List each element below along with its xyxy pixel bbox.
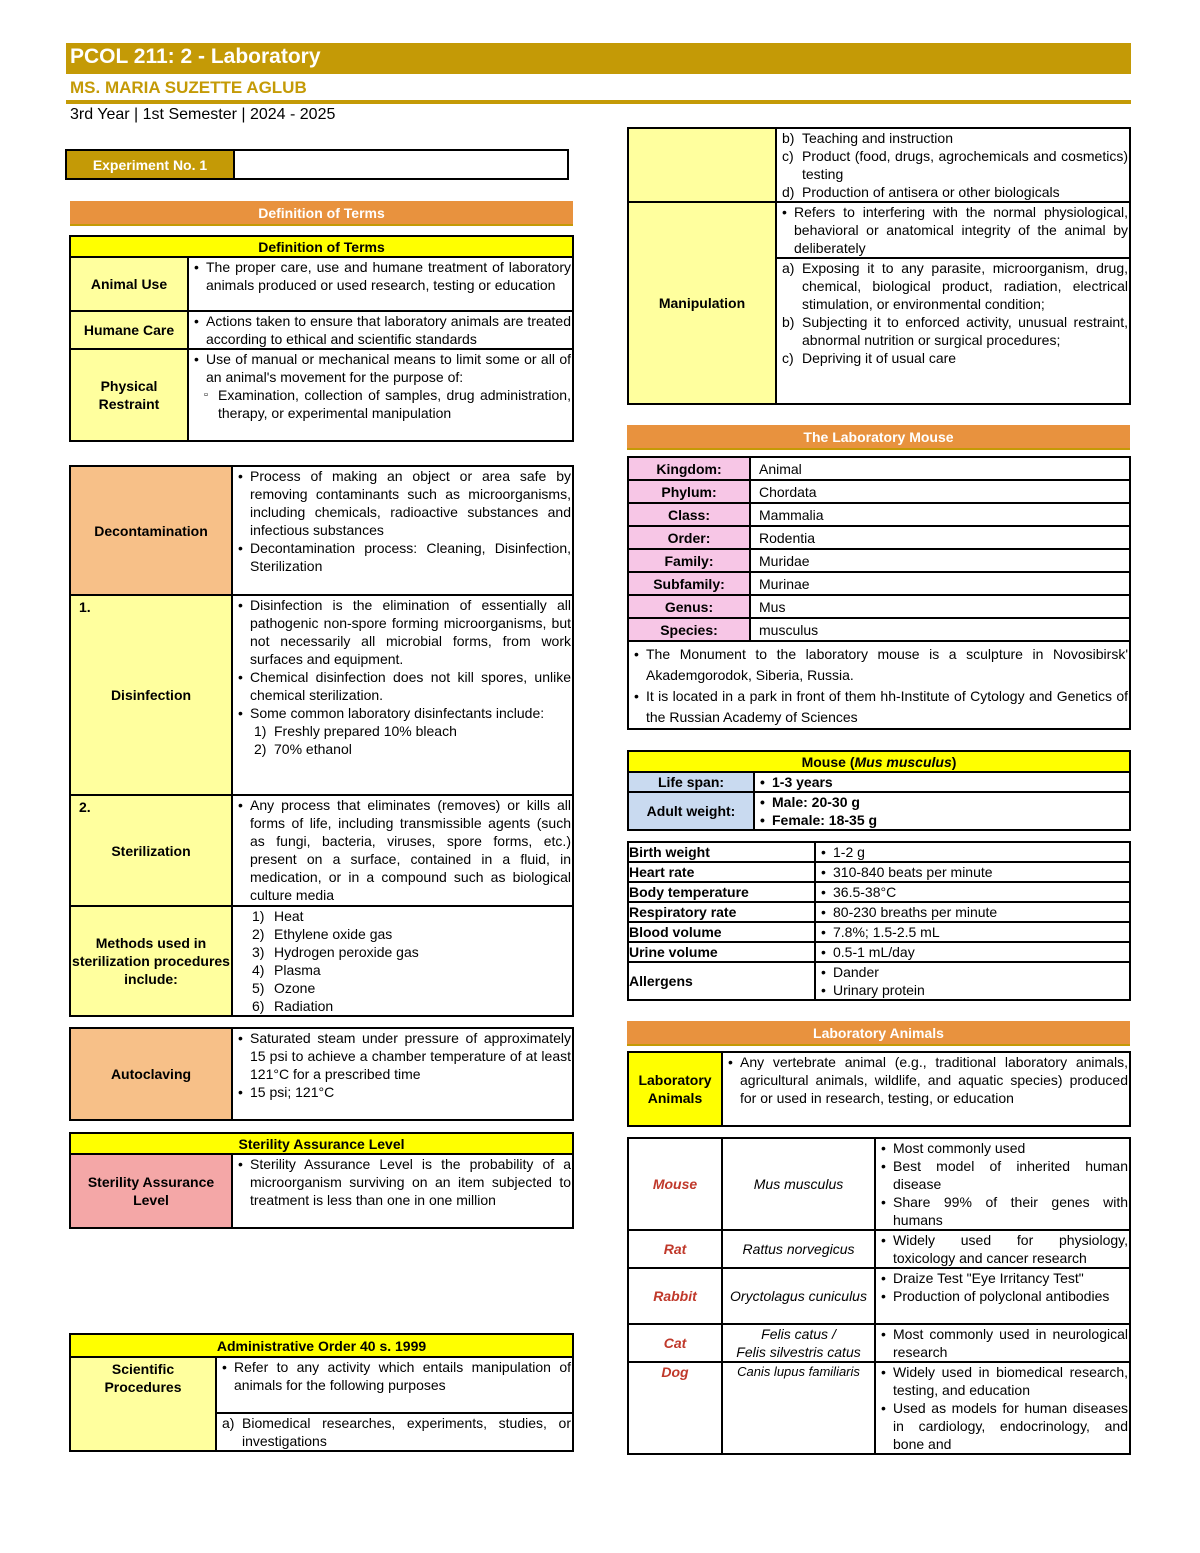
allergens-label: Allergens [628,962,815,1000]
section-laboratory-animals: Laboratory Animals [627,1021,1130,1046]
animal-cat: Cat [628,1324,722,1362]
def-physical-restraint: • Use of manual or mechanical means to limit some or all of an animal's movement for the purpose of: [190,350,571,386]
manip-b: Subjecting it to enforced activity, unusual restraint, abnormal nutrition or surgical procedures; [802,314,1128,348]
page-title: PCOL 211: 2 - Laboratory [66,43,1131,74]
sci-mouse: Mus musculus [722,1138,875,1230]
vital-value: • 80-230 breaths per minute [817,903,1128,921]
allergen-dander: • Dander [817,963,1128,981]
lab-animals-def-table [627,1051,1131,1127]
taxonomy-rank: Kingdom: [628,457,750,480]
ao-d: Production of antisera or other biologicals [802,184,1060,200]
dog-b2: • Used as models for human diseases in cardiology, endocrinology, and bone and [877,1399,1128,1451]
section-laboratory-mouse: The Laboratory Mouse [627,425,1130,450]
method-item: Plasma [274,962,321,978]
method-item: Heat [274,908,304,924]
vital-value: • 7.8%; 1.5-2.5 mL [817,923,1128,941]
taxonomy-rank: Family: [628,549,750,572]
mouse-b3: • Share 99% of their genes with humans [877,1193,1128,1229]
taxonomy-value: Rodentia [750,526,1130,549]
sci-cat-1: Felis catus / [761,1326,836,1342]
taxonomy-value: Mammalia [750,503,1130,526]
manip-b1: • Refers to interfering with the normal physiological, behavioral or anatomical integrity of the animal by deliberately [778,203,1128,257]
taxonomy-value: Chordata [750,480,1130,503]
adult-weight-label: Adult weight: [628,792,754,830]
disinf-b2: • Chemical disinfection does not kill spores, unlike chemical sterilization. [234,668,571,704]
vital-label: Body temperature [628,882,815,902]
instructor-name: MS. MARIA SUZETTE AGLUB [70,78,307,97]
vital-value: • 0.5-1 mL/day [817,943,1128,961]
method-item: Radiation [274,998,334,1014]
vitals-row [628,882,1130,902]
vitals-row [628,842,1130,862]
section-definitions: Definition of Terms [70,201,573,226]
sal-header: Sterility Assurance Level [70,1133,573,1154]
manip-a: Exposing it to any parasite, microorganism, drug, chemical, biological product, radiation, electrical stimulation, or environmental condition; [802,260,1128,312]
sci-dog: Canis lupus familiaris [722,1362,875,1454]
ao-continued-table: b) Teaching and instruction c) Product (food, drugs, agrochemicals and cosmetics) testing d) Production of antisera or other biologicals Manipulation • Refers to interfering with the normal physiological, behavioral or anatomical integrity of the animal by deliberately a) Exposing it to any parasite, microorganism, drug, chemical, biological product, radiation, electrical stimulation, or environmental condition; b) Subjecting it to enforced activity, unusual restraint, abnormal nutrition or surgical procedures; c) Depriving it of usual care [627,127,1131,405]
sterilization-number: 2. [79,799,91,815]
vital-label: Blood volume [628,922,815,942]
term-disinfection: Disinfection [110,687,192,703]
ao-c: Product (food, drugs, agrochemicals and cosmetics) testing [802,148,1128,182]
rat-b1: • Widely used for physiology, toxicology and cancer research [877,1231,1128,1267]
taxonomy-value: Animal [750,457,1130,480]
course-meta: 3rd Year | 1st Semester | 2024 - 2025 [70,106,336,123]
steril-b1: • Any process that eliminates (removes) or kills all forms of life, including transmissible agents (such as fungi, bacteria, viruses, spore forms, etc.) present on a surface, contained in a fluid, in medication, or in a compound such as biological culture media [234,796,571,904]
allergen-urinary: • Urinary protein [817,981,1128,999]
lab-animals-def: • Any vertebrate animal (e.g., traditional laboratory animals, agricultural animals, wildlife, and aquatic species) produced for or used in research, testing, or education [724,1053,1128,1107]
sal-table [69,1132,574,1229]
disinf-b3: • Some common laboratory disinfectants include: [234,704,571,722]
mouse-info-header: Mouse (Mus musculus) [628,751,1130,772]
experiment-value [235,151,567,178]
disinfection-number: 1. [79,599,91,615]
monument-b1: • The Monument to the laboratory mouse is a sculpture in Novosibirsk' Akademgorodok, Siberia, Russia. [630,644,1128,686]
taxonomy-row [628,480,1130,503]
experiment-label: Experiment No. 1 [67,151,235,178]
vital-label: Urine volume [628,942,815,962]
vital-label: Birth weight [628,842,815,862]
manip-c: Depriving it of usual care [802,350,957,366]
term-animal-use: Animal Use [70,257,188,311]
vitals-row [628,862,1130,882]
vitals-row [628,942,1130,962]
autoclave-b2: • 15 psi; 121°C [234,1083,571,1101]
dog-b1: • Widely used in biomedical research, testing, and education [877,1363,1128,1399]
decon-b2: • Decontamination process: Cleaning, Disinfection, Sterilization [234,539,571,575]
taxonomy-rank: Class: [628,503,750,526]
decontamination-table: Decontamination • Process of making an object or area safe by removing contaminants such as microorganisms, including chemicals, radioactive substances and infectious substances • Decontamination process: Cleaning, Disinfection, Sterilization 1. Disinfection • Disinfection is the elimination of essentially all pathogenic non-spore forming microorganisms, but not necessarily all microbial forms, from work surfaces and equipment. • Chemical disinfection does not kill spores, unlike chemical sterilization. • Some common laboratory disinfectants include: 1) Freshly prepared 10% bleach 2) 70% ethanol 2. Sterilization • Any process that eliminates (removes) or kills all forms of life, including transmissible agents (such as fungi, bacteria, viruses, spore forms, etc.) present on a surface, contained in a fluid, in medication, or in a compound such as biological culture media Methods used in sterilization procedures include: 1) Heat 2) Ethylene oxide gas 3) Hydrogen peroxide gas 4) Plasma 5) Ozone 6) Radiation [69,465,574,1017]
taxonomy-rank: Order: [628,526,750,549]
autoclave-b1: • Saturated steam under pressure of approximately 15 psi to achieve a chamber temperature of at least 121°C for a prescribed time [234,1029,571,1083]
term-laboratory-animals: Laboratory Animals [628,1052,722,1126]
term-sal: Sterility Assurance Level [70,1154,232,1228]
taxonomy-value: musculus [750,618,1130,641]
animal-rat: Rat [628,1230,722,1268]
vitals-table [627,841,1131,1001]
term-sterilization: Sterilization [111,842,191,859]
rabbit-b1: • Draize Test "Eye Irritancy Test" [877,1269,1128,1287]
taxonomy-value: Mus [750,595,1130,618]
vital-value: • 36.5-38°C [817,883,1128,901]
monument-b2: • It is located in a park in front of them hh-Institute of Cytology and Genetics of the Russian Academy of Sciences [630,686,1128,728]
definitions-table [69,235,574,442]
taxonomy-rank: Phylum: [628,480,750,503]
taxonomy-value: Muridae [750,549,1130,572]
animal-mouse: Mouse [628,1138,722,1230]
taxonomy-row [628,618,1130,641]
term-manipulation: Manipulation [628,202,776,404]
term-scientific-procedures: Scientific Procedures [70,1357,216,1451]
sci-cat-2: Felis silvestris catus [736,1344,861,1360]
method-item: Ethylene oxide gas [274,926,393,942]
term-methods: Methods used in sterilization procedures include: [70,906,232,1016]
taxonomy-row [628,549,1130,572]
vital-value: • 1-2 g [817,843,1128,861]
mouse-info-table [627,750,1131,831]
def-humane-care: • Actions taken to ensure that laboratory animals are treated according to ethical and scientific standards [190,312,571,348]
decon-b1: • Process of making an object or area safe by removing contaminants such as microorganisms, including chemicals, radioactive substances and infectious substances [234,467,571,539]
header-divider [66,100,1131,104]
method-item: Hydrogen peroxide gas [274,944,419,960]
vitals-row [628,922,1130,942]
taxonomy-rank: Species: [628,618,750,641]
def-restraint-sub: ▫ Examination, collection of samples, drug administration, therapy, or experimental manipulation [190,386,571,422]
taxonomy-row [628,572,1130,595]
male-weight: • Male: 20-30 g [756,793,1128,811]
vital-label: Heart rate [628,862,815,882]
def-animal-use: • The proper care, use and humane treatment of laboratory animals produced or used research, testing or education [190,258,571,294]
vital-value: • 310-840 beats per minute [817,863,1128,881]
taxonomy-rank: Subfamily: [628,572,750,595]
disinf-b1: • Disinfection is the elimination of essentially all pathogenic non-spore forming microorganisms, but not necessarily all microbial forms, from work surfaces and equipment. [234,596,571,668]
female-weight: • Female: 18-35 g [756,811,1128,829]
ao-b: Teaching and instruction [802,130,953,146]
life-span-label: Life span: [628,772,754,792]
autoclaving-table [69,1027,574,1121]
taxonomy-value: Murinae [750,572,1130,595]
taxonomy-row [628,526,1130,549]
term-physical-restraint: Physical Restraint [70,349,188,441]
disinfectant-1: Freshly prepared 10% bleach [274,723,457,739]
ao-text: • Refer to any activity which entails manipulation of animals for the following purposes [218,1358,571,1394]
ao-a: Biomedical researches, experiments, studies, or investigations [242,1415,571,1449]
definitions-header: Definition of Terms [70,236,573,257]
disinfectant-2: 70% ethanol [274,741,352,757]
rabbit-b2: • Production of polyclonal antibodies [877,1287,1128,1305]
taxonomy-table [627,456,1131,730]
term-humane-care: Humane Care [70,311,188,349]
experiment-box [65,149,569,180]
taxonomy-rank: Genus: [628,595,750,618]
life-span-value: • 1-3 years [756,773,1128,791]
vitals-row [628,902,1130,922]
term-decontamination: Decontamination [70,466,232,595]
sci-rat: Rattus norvegicus [722,1230,875,1268]
animals-table [627,1137,1131,1455]
sal-text: • Sterility Assurance Level is the probability of a microorganism surviving on an item subjected to treatment is less than one in one million [234,1155,571,1209]
cat-b1: • Most commonly used in neurological research [877,1325,1128,1361]
taxonomy-row [628,457,1130,480]
animal-dog: Dog [628,1362,722,1454]
mouse-b1: • Most commonly used [877,1139,1128,1157]
ao-header: Administrative Order 40 s. 1999 [70,1334,573,1357]
taxonomy-row [628,503,1130,526]
mouse-b2: • Best model of inherited human disease [877,1157,1128,1193]
animal-rabbit: Rabbit [628,1268,722,1324]
method-item: Ozone [274,980,316,996]
vital-label: Respiratory rate [628,902,815,922]
taxonomy-row [628,595,1130,618]
term-autoclaving: Autoclaving [70,1028,232,1120]
sci-rabbit: Oryctolagus cuniculus [722,1268,875,1324]
admin-order-table: Administrative Order 40 s. 1999 Scientific Procedures • Refer to any activity which entails manipulation of animals for the following purposes a) Biomedical researches, experiments, studies, or investigations [69,1333,574,1452]
